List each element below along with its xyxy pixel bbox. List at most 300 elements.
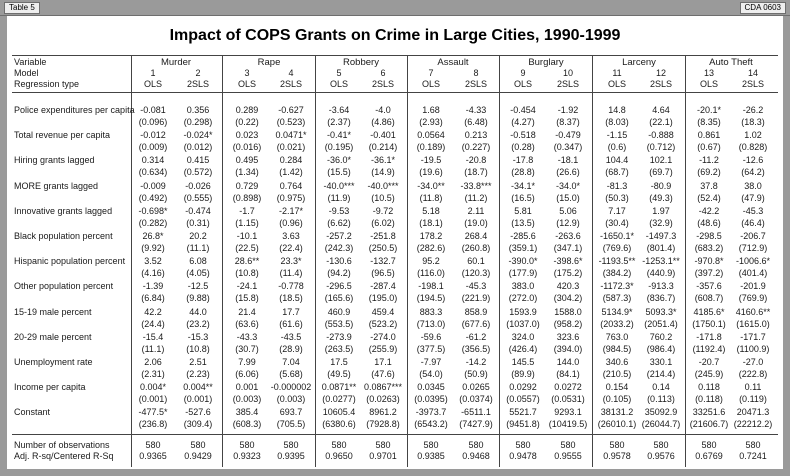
- standard-error-cell: (0.227): [461, 142, 491, 152]
- standard-error-cell: (0.555): [183, 193, 213, 203]
- regression-type-header: Regression type: [14, 79, 80, 89]
- coefficient-cell: -3973.7: [415, 407, 447, 417]
- standard-error-cell: (523.2): [368, 319, 398, 329]
- standard-error-cell: (2.23): [186, 369, 210, 379]
- standard-error-cell: (69.2): [697, 167, 721, 177]
- standard-error-cell: (2051.4): [644, 319, 678, 329]
- standard-error-cell: (2.93): [419, 117, 443, 127]
- observations-cell: 580: [375, 440, 391, 450]
- standard-error-cell: (4.27): [511, 117, 535, 127]
- standard-error-cell: (4.86): [371, 117, 395, 127]
- standard-error-cell: (84.1): [556, 369, 580, 379]
- standard-error-cell: (28.8): [511, 167, 535, 177]
- frame-border-left: [0, 16, 7, 476]
- standard-error-cell: (397.2): [694, 268, 724, 278]
- standard-error-cell: (28.9): [279, 344, 303, 354]
- standard-error-cell: (96.5): [371, 268, 395, 278]
- coefficient-cell: -0.778: [278, 281, 304, 291]
- coefficient-cell: -477.5*: [138, 407, 168, 417]
- coefficient-cell: 883.3: [419, 307, 443, 317]
- standard-error-cell: (309.4): [183, 419, 213, 429]
- coefficient-cell: 0.0265: [462, 382, 490, 392]
- coefficient-cell: 0.314: [141, 155, 165, 165]
- standard-error-cell: (0.0277): [322, 394, 356, 404]
- coefficient-cell: -11.2: [699, 155, 719, 165]
- coefficient-cell: 2.51: [189, 357, 207, 367]
- coefficient-cell: 1.97: [652, 206, 670, 216]
- coefficient-cell: 60.1: [467, 256, 485, 266]
- rsq-cell: 0.6769: [695, 451, 723, 461]
- row-label: Unemployment rate: [14, 357, 93, 367]
- standard-error-cell: (0.634): [138, 167, 168, 177]
- standard-error-cell: (13.5): [511, 218, 535, 228]
- row-label: Hiring grants lagged: [14, 155, 95, 165]
- coefficient-cell: -20.8: [465, 155, 487, 165]
- rsq-cell: 0.9701: [369, 451, 397, 461]
- coefficient-cell: -36.1*: [370, 155, 396, 165]
- standard-error-cell: (986.4): [646, 344, 676, 354]
- standard-error-cell: (5.68): [279, 369, 303, 379]
- standard-error-cell: (177.9): [508, 268, 538, 278]
- coefficient-cell: 459.4: [371, 307, 395, 317]
- coefficient-cell: 20471.3: [736, 407, 770, 417]
- standard-error-cell: (18.3): [741, 117, 765, 127]
- standard-error-cell: (47.6): [371, 369, 395, 379]
- standard-error-cell: (18.1): [419, 218, 443, 228]
- observations-cell: 580: [515, 440, 531, 450]
- group-header-burglary: Burglary: [528, 57, 564, 68]
- standard-error-cell: (0.0531): [551, 394, 585, 404]
- coefficient-cell: -4.33: [465, 105, 487, 115]
- coefficient-cell: 20.2: [189, 231, 207, 241]
- standard-error-cell: (195.0): [368, 293, 398, 303]
- model-number: 4: [288, 68, 294, 78]
- coefficient-cell: 4185.6*: [693, 307, 725, 317]
- coefficient-cell: 0.289: [235, 105, 259, 115]
- row-label: Constant: [14, 407, 51, 417]
- coefficient-cell: -2.17*: [278, 206, 304, 216]
- coefficient-cell: -19.5: [420, 155, 442, 165]
- model-number: 12: [655, 68, 666, 78]
- coefficient-cell: 28.6**: [234, 256, 260, 266]
- standard-error-cell: (608.3): [232, 419, 262, 429]
- coefficient-cell: -0.012: [140, 130, 166, 140]
- observations-cell: 580: [609, 440, 625, 450]
- coefficient-cell: -0.518: [510, 130, 536, 140]
- regression-type: 2SLS: [464, 79, 488, 89]
- frame-border-bottom: [0, 469, 790, 476]
- coefficient-cell: -20.7: [698, 357, 720, 367]
- standard-error-cell: (0.282): [138, 218, 168, 228]
- standard-error-cell: (0.898): [232, 193, 262, 203]
- coefficient-cell: -18.1: [557, 155, 579, 165]
- rsq-cell: 0.9578: [603, 451, 631, 461]
- coefficient-cell: -20.1*: [696, 105, 722, 115]
- coefficient-cell: -43.5: [280, 332, 302, 342]
- coefficient-cell: 5.18: [422, 206, 440, 216]
- rsq-cell: 0.7241: [739, 451, 767, 461]
- standard-error-cell: (11.2): [464, 193, 488, 203]
- coefficient-cell: 3.52: [144, 256, 162, 266]
- standard-error-cell: (0.003): [232, 394, 262, 404]
- coefficient-cell: 38.0: [744, 181, 762, 191]
- coefficient-cell: -298.5: [696, 231, 722, 241]
- standard-error-cell: (0.523): [276, 117, 306, 127]
- standard-error-cell: (54.0): [419, 369, 443, 379]
- coefficient-cell: 10605.4: [322, 407, 356, 417]
- standard-error-cell: (9451.8): [506, 419, 540, 429]
- coefficient-cell: 0.356: [186, 105, 210, 115]
- coefficient-cell: -15.4: [142, 332, 164, 342]
- coefficient-cell: -4.0: [375, 105, 391, 115]
- model-number: 13: [703, 68, 714, 78]
- coefficient-cell: 0.764: [279, 181, 303, 191]
- standard-error-cell: (11.1): [141, 344, 165, 354]
- coefficient-cell: 17.1: [374, 357, 392, 367]
- standard-error-cell: (1615.0): [736, 319, 770, 329]
- standard-error-cell: (769.6): [602, 243, 632, 253]
- standard-error-cell: (194.5): [416, 293, 446, 303]
- coefficient-cell: 5134.9*: [601, 307, 633, 317]
- standard-error-cell: (0.67): [697, 142, 721, 152]
- coefficient-cell: -34.0**: [417, 181, 445, 191]
- standard-error-cell: (6.48): [464, 117, 488, 127]
- standard-error-cell: (10419.5): [548, 419, 588, 429]
- coefficient-cell: -0.627: [278, 105, 304, 115]
- rsq-cell: 0.9429: [184, 451, 212, 461]
- standard-error-cell: (22.4): [279, 243, 303, 253]
- coefficient-cell: -0.888: [648, 130, 674, 140]
- coefficient-cell: 0.14: [652, 382, 670, 392]
- coefficient-cell: -9.53: [328, 206, 350, 216]
- coefficient-cell: 693.7: [279, 407, 303, 417]
- model-number: 10: [562, 68, 573, 78]
- coefficient-cell: -0.009: [140, 181, 166, 191]
- rsq-cell: 0.9478: [509, 451, 537, 461]
- standard-error-cell: (0.001): [138, 394, 168, 404]
- standard-error-cell: (0.712): [646, 142, 676, 152]
- coefficient-cell: -130.6: [326, 256, 352, 266]
- header-top-rule: [12, 55, 778, 56]
- coefficient-cell: 8961.2: [369, 407, 397, 417]
- regression-type: OLS: [513, 79, 532, 89]
- group-header-murder: Murder: [160, 57, 192, 68]
- standard-error-cell: (7427.9): [459, 419, 493, 429]
- group-header-auto-theft: Auto Theft: [709, 57, 753, 68]
- coefficient-cell: 104.4: [605, 155, 629, 165]
- standard-error-cell: (11.8): [419, 193, 443, 203]
- standard-error-cell: (10.8): [235, 268, 259, 278]
- coefficient-cell: -0.454: [510, 105, 536, 115]
- coefficient-cell: 17.5: [330, 357, 348, 367]
- standard-error-cell: (713.0): [416, 319, 446, 329]
- standard-error-cell: (0.021): [276, 142, 306, 152]
- coefficient-cell: -287.4: [370, 281, 396, 291]
- model-number: 14: [747, 68, 758, 78]
- model-number: 8: [473, 68, 479, 78]
- standard-error-cell: (64.2): [741, 167, 765, 177]
- row-label: Other population percent: [14, 281, 114, 291]
- coefficient-cell: 0.213: [464, 130, 488, 140]
- row-label: Black population percent: [14, 231, 113, 241]
- model-number: 2: [195, 68, 201, 78]
- standard-error-cell: (0.189): [416, 142, 446, 152]
- rsq-cell: 0.9395: [277, 451, 305, 461]
- standard-error-cell: (0.003): [276, 394, 306, 404]
- coefficient-cell: -398.6*: [553, 256, 583, 266]
- standard-error-cell: (712.9): [738, 243, 768, 253]
- standard-error-cell: (608.7): [694, 293, 724, 303]
- standard-error-cell: (165.6): [324, 293, 354, 303]
- standard-error-cell: (210.5): [602, 369, 632, 379]
- variable-header: Variable: [14, 57, 47, 67]
- standard-error-cell: (440.9): [646, 268, 676, 278]
- standard-error-cell: (1100.9): [736, 344, 770, 354]
- observations-cell: 580: [701, 440, 717, 450]
- model-header: Model: [14, 68, 39, 78]
- row-label: MORE grants lagged: [14, 181, 99, 191]
- standard-error-cell: (15.0): [556, 193, 580, 203]
- coefficient-cell: 460.9: [327, 307, 351, 317]
- standard-error-cell: (2.37): [327, 117, 351, 127]
- standard-error-cell: (260.8): [461, 243, 491, 253]
- standard-error-cell: (7928.8): [366, 419, 400, 429]
- standard-error-cell: (356.5): [461, 344, 491, 354]
- coefficient-cell: 385.4: [235, 407, 259, 417]
- standard-error-cell: (401.4): [738, 268, 768, 278]
- standard-error-cell: (16.5): [511, 193, 535, 203]
- coefficient-cell: 33251.6: [692, 407, 726, 417]
- standard-error-cell: (6380.6): [322, 419, 356, 429]
- standard-error-cell: (282.6): [416, 243, 446, 253]
- coefficient-cell: 0.861: [697, 130, 721, 140]
- coefficient-cell: 4.64: [652, 105, 670, 115]
- coefficient-cell: 0.11: [744, 382, 762, 392]
- coefficient-cell: -1253.1**: [642, 256, 680, 266]
- standard-error-cell: (69.7): [649, 167, 673, 177]
- coefficient-cell: 178.2: [419, 231, 443, 241]
- regression-type: OLS: [607, 79, 626, 89]
- standard-error-cell: (120.3): [461, 268, 491, 278]
- standard-error-cell: (6.02): [371, 218, 395, 228]
- coefficient-cell: -12.5: [187, 281, 209, 291]
- standard-error-cell: (4.16): [141, 268, 165, 278]
- standard-error-cell: (11.4): [279, 268, 303, 278]
- coefficient-cell: 0.118: [698, 382, 720, 392]
- coefficient-cell: 0.001: [235, 382, 259, 392]
- coefficient-cell: 3.63: [282, 231, 300, 241]
- coefficient-cell: -0.479: [555, 130, 581, 140]
- frame-border-right: [783, 16, 790, 476]
- coefficient-cell: -1172.3*: [600, 281, 634, 291]
- standard-error-cell: (0.118): [695, 394, 723, 404]
- coefficient-cell: 9293.1: [554, 407, 582, 417]
- standard-error-cell: (384.2): [602, 268, 632, 278]
- coefficient-cell: 0.023: [235, 130, 259, 140]
- coefficient-cell: 5521.7: [509, 407, 537, 417]
- standard-error-cell: (23.2): [186, 319, 210, 329]
- standard-error-cell: (9.92): [141, 243, 165, 253]
- coefficient-cell: 17.7: [282, 307, 300, 317]
- standard-error-cell: (0.195): [324, 142, 354, 152]
- regression-type: OLS: [421, 79, 440, 89]
- coefficient-cell: -42.2: [698, 206, 720, 216]
- standard-error-cell: (4.05): [186, 268, 210, 278]
- standard-error-cell: (49.5): [327, 369, 351, 379]
- coefficient-cell: 0.004**: [183, 382, 213, 392]
- coefficient-cell: -40.0***: [323, 181, 355, 191]
- coefficient-cell: -0.698*: [138, 206, 168, 216]
- row-label: Police expenditures per capita: [14, 105, 135, 115]
- standard-error-cell: (116.0): [417, 268, 445, 278]
- coefficient-cell: -27.0: [742, 357, 764, 367]
- standard-error-cell: (89.9): [511, 369, 535, 379]
- standard-error-cell: (0.6): [607, 142, 627, 152]
- table-tag[interactable]: Table 5: [4, 2, 40, 14]
- standard-error-cell: (50.9): [464, 369, 488, 379]
- coefficient-cell: -390.0*: [508, 256, 538, 266]
- standard-error-cell: (68.7): [605, 167, 629, 177]
- coefficient-cell: 760.2: [649, 332, 673, 342]
- regression-type: 2SLS: [649, 79, 673, 89]
- standard-error-cell: (26044.7): [641, 419, 681, 429]
- standard-error-cell: (18.7): [464, 167, 488, 177]
- coefficient-cell: 145.5: [511, 357, 535, 367]
- coefficient-cell: 0.0345: [417, 382, 445, 392]
- observations-cell: 580: [560, 440, 576, 450]
- coefficient-cell: -45.3: [742, 206, 764, 216]
- coefficient-cell: 42.2: [144, 307, 162, 317]
- group-header-assault: Assault: [437, 57, 469, 68]
- regression-type: OLS: [329, 79, 348, 89]
- row-label: 20-29 male percent: [14, 332, 92, 342]
- standard-error-cell: (272.0): [508, 293, 538, 303]
- coefficient-cell: 1593.9: [509, 307, 537, 317]
- observations-label: Number of observations: [14, 440, 110, 450]
- regression-type: 2SLS: [186, 79, 210, 89]
- standard-error-cell: (0.119): [739, 394, 767, 404]
- coefficient-cell: -12.6: [742, 155, 764, 165]
- row-label: Innovative grants lagged: [14, 206, 113, 216]
- standard-error-cell: (255.9): [368, 344, 398, 354]
- coefficient-cell: -7.97: [420, 357, 442, 367]
- coefficient-cell: -1006.6*: [735, 256, 771, 266]
- coefficient-cell: 7.17: [608, 206, 626, 216]
- coefficient-cell: 35092.9: [644, 407, 678, 417]
- coefficient-cell: 0.0471*: [275, 130, 307, 140]
- observations-cell: 580: [653, 440, 669, 450]
- coefficient-cell: -357.6: [696, 281, 722, 291]
- standard-error-cell: (63.6): [235, 319, 259, 329]
- standard-error-cell: (47.9): [741, 193, 765, 203]
- standard-error-cell: (0.31): [186, 218, 210, 228]
- coefficient-cell: -1.39: [142, 281, 164, 291]
- coefficient-cell: -34.1*: [510, 181, 536, 191]
- coefficient-cell: -81.3: [606, 181, 628, 191]
- window-title-bar: [0, 0, 790, 16]
- standard-error-cell: (10.8): [186, 344, 210, 354]
- standard-error-cell: (9.88): [186, 293, 210, 303]
- coefficient-cell: 4160.6**: [735, 307, 771, 317]
- coefficient-cell: 324.0: [511, 332, 535, 342]
- coefficient-cell: 763.0: [605, 332, 629, 342]
- coefficient-cell: -40.0***: [367, 181, 399, 191]
- rsq-cell: 0.9468: [462, 451, 490, 461]
- coefficient-cell: 0.0292: [509, 382, 537, 392]
- group-header-rape: Rape: [257, 57, 281, 68]
- coefficient-cell: -263.6: [555, 231, 581, 241]
- standard-error-cell: (359.1): [508, 243, 538, 253]
- standard-error-cell: (24.4): [141, 319, 165, 329]
- coefficient-cell: 2.11: [467, 206, 485, 216]
- standard-error-cell: (836.7): [646, 293, 676, 303]
- standard-error-cell: (2033.2): [600, 319, 634, 329]
- coefficient-cell: 5.81: [514, 206, 532, 216]
- coefficient-cell: 330.1: [649, 357, 673, 367]
- coefficient-cell: -15.3: [187, 332, 209, 342]
- standard-error-cell: (61.6): [279, 319, 303, 329]
- coefficient-cell: 0.0564: [417, 130, 445, 140]
- coefficient-cell: -198.1: [418, 281, 444, 291]
- standard-error-cell: (245.9): [694, 369, 724, 379]
- standard-error-cell: (0.009): [138, 142, 168, 152]
- observations-cell: 580: [190, 440, 206, 450]
- standard-error-cell: (14.9): [371, 167, 395, 177]
- coefficient-cell: -36.0*: [326, 155, 352, 165]
- coefficient-cell: 0.0871**: [321, 382, 357, 392]
- coefficient-cell: 6.08: [189, 256, 207, 266]
- coefficient-cell: -0.41*: [326, 130, 352, 140]
- coefficient-cell: -273.9: [326, 332, 352, 342]
- standard-error-cell: (0.572): [183, 167, 213, 177]
- standard-error-cell: (8.35): [697, 117, 721, 127]
- coefficient-cell: -201.9: [740, 281, 766, 291]
- coefficient-cell: -10.1: [236, 231, 258, 241]
- regression-type: OLS: [237, 79, 256, 89]
- standard-error-cell: (1192.4): [692, 344, 726, 354]
- standard-error-cell: (6543.2): [414, 419, 448, 429]
- standard-error-cell: (49.3): [649, 193, 673, 203]
- standard-error-cell: (587.3): [602, 293, 632, 303]
- regression-type: 2SLS: [741, 79, 765, 89]
- row-label: Hispanic population percent: [14, 256, 126, 266]
- coefficient-cell: -14.2: [465, 357, 487, 367]
- coefficient-cell: 23.3*: [280, 256, 302, 266]
- coefficient-cell: -0.401: [370, 130, 396, 140]
- standard-error-cell: (0.492): [138, 193, 168, 203]
- coefficient-cell: -1497.3: [645, 231, 677, 241]
- row-label: Total revenue per capita: [14, 130, 111, 140]
- standard-error-cell: (426.4): [508, 344, 538, 354]
- row-label: 15-19 male percent: [14, 307, 92, 317]
- standard-error-cell: (553.5): [324, 319, 354, 329]
- standard-error-cell: (32.9): [649, 218, 673, 228]
- coefficient-cell: -33.8***: [460, 181, 492, 191]
- standard-error-cell: (250.5): [368, 243, 398, 253]
- standard-error-cell: (175.2): [553, 268, 583, 278]
- observations-cell: 580: [745, 440, 761, 450]
- coefficient-cell: -171.8: [696, 332, 722, 342]
- rsq-cell: 0.9555: [554, 451, 582, 461]
- standard-error-cell: (683.2): [694, 243, 724, 253]
- coefficient-cell: 0.0867***: [363, 382, 403, 392]
- header-bottom-rule: [12, 92, 778, 93]
- standard-error-cell: (52.4): [697, 193, 721, 203]
- row-label: Income per capita: [14, 382, 86, 392]
- regression-type: 2SLS: [371, 79, 395, 89]
- coefficient-cell: -913.3: [648, 281, 674, 291]
- standard-error-cell: (221.9): [461, 293, 491, 303]
